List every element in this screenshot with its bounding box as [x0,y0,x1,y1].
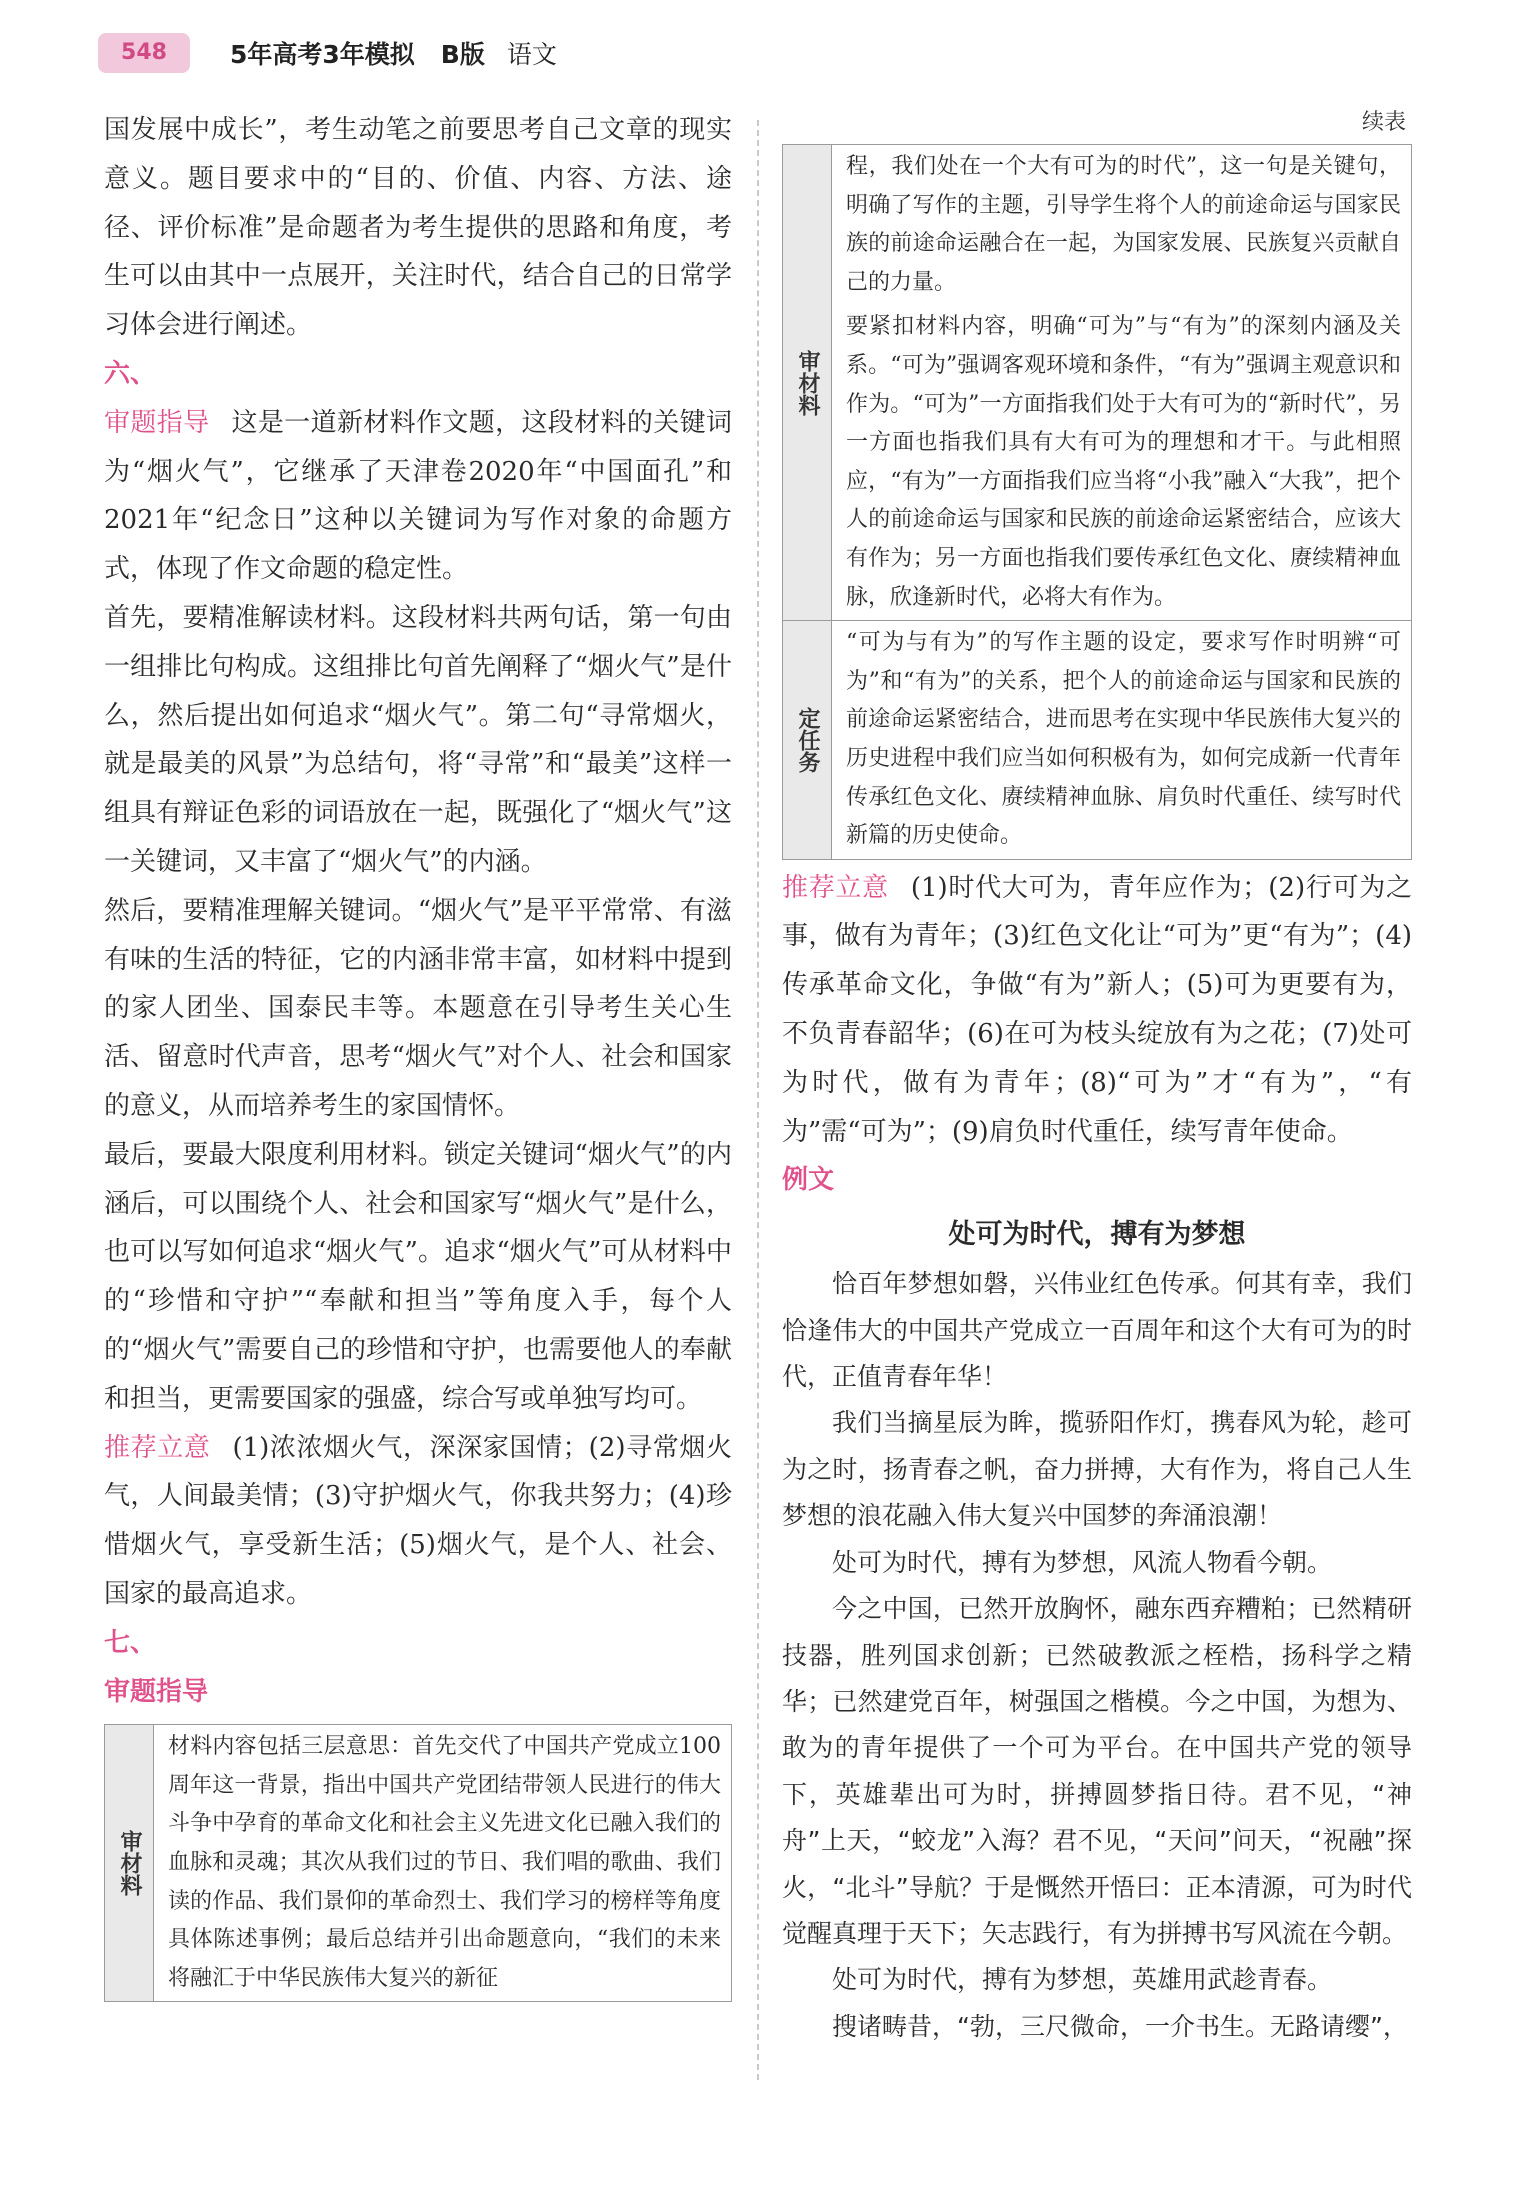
book-title: 5年高考3年模拟 [230,40,415,69]
recommendation-text: (1)时代大可为，青年应作为；(2)行可为之事，做有为青年；(3)红色文化让“可为”更“有为”；(4)传承革命文化，争做“有为”新人；(5)可为更要有为，不负青春韶华；(6)在可为枝头绽放有为之花；(7)处可为时代，做有为青年；(8)“可为”才“有为”，“有为”需“可为”；(9)肩负时代重任，续写青年使命。 [782,872,1412,1147]
analysis-table-part1 [104,1724,732,2002]
table-row [105,1725,732,2002]
book-title-line [230,35,557,71]
intro-paragraph: 国发展中成长”，考生动笔之前要思考自己文章的现实意义。题目要求中的“目的、价值、内容、方法、途径、评价标准”是命题者为考生提供的思路和角度，考生可以由其中一点展开，关注时代，结合自己的日常学习体会进行阐述。 [104,115,732,341]
page-number-badge: 548 [98,33,190,73]
section-six-para-3: 最后，要最大限度利用材料。锁定关键词“烟火气”的内涵后，可以围绕个人、社会和国家写“烟火气”是什么，也可以写如何追求“烟火气”。追求“烟火气”可从材料中的“珍惜和守护”“奉献和担当”等角度入手，每个人的“烟火气”需要自己的珍惜和守护，也需要他人的奉献和担当，更需要国家的强盛，综合写或单独写均可。 [104,1139,732,1414]
essay-paragraph: 处可为时代，搏有为梦想，风流人物看今朝。 [832,1547,1333,1577]
section-six-para-1: 首先，要精准解读材料。这段材料共两句话，第一句由一组排比句构成。这组排比句首先阐释了“烟火气”是什么，然后提出如何追求“烟火气”。第二句“寻常烟火，就是最美的风景”为总结句，将“寻常”和“最美”这样一组具有辩证色彩的词语放在一起，既强化了“烟火气”这一关键词，又丰富了“烟火气”的内涵。 [104,602,732,877]
right-column [782,106,1412,2050]
table-label-text: 审材料 [795,349,820,416]
essay-body [782,1261,1412,2050]
recommendation-text: (1)浓浓烟火气，深深家国情；(2)寻常烟火气，人间最美情；(3)守护烟火气，你我共努力；(4)珍惜烟火气，享受新生活；(5)烟火气，是个人、社会、国家的最高追求。 [104,1432,732,1609]
table-label-text: 审材料 [117,1830,142,1897]
table-continued-label: 续表 [1361,110,1406,135]
table-cell-text: 程，我们处在一个大有可为的时代”，这一句是关键句，明确了写作的主题，引导学生将个人的前途命运与国家民族的前途命运融合在一起，为国家发展、民族复兴贡献自己的力量。 [846,154,1401,295]
recommendation-label: 推荐立意 [104,1432,211,1463]
table-cell-text: 要紧扣材料内容，明确“可为”与“有为”的深刻内涵及关系。“可为”强调客观环境和条件，“有为”强调主观意识和作为。“可为”一方面指我们处于大有可为的“新时代”，另一方面也指我们具有大有可为的理想和才干。与此相照应，“有为”一方面指我们应当将“小我”融入“大我”，把个人的前途命运与国家和民族的前途命运紧密结合，应该大有作为；另一方面也指我们要传承红色文化、赓续精神血脉，欣逢新时代，必将大有作为。 [846,314,1401,610]
section-six-heading: 六、 [104,358,157,389]
essay-paragraph: 今之中国，已然开放胸怀，融东西弃糟粕；已然精研技器，胜列国求创新；已然破教派之桎梏，扬科学之精华；已然建党百年，树强国之楷模。今之中国，为想为、敢为的青年提供了一个可为平台。在中国共产党的领导下，英雄辈出可为时，拼搏圆梦指日待。君不见，“神舟”上天，“蛟龙”入海？君不见，“天问”问天，“祝融”探火，“北斗”导航？于是慨然开悟曰：正本清源，可为时代觉醒真理于天下；矢志践行，有为拼搏书写风流在今朝。 [782,1594,1412,1948]
guide-label: 审题指导 [104,407,210,438]
essay-paragraph: 我们当摘星辰为眸，揽骄阳作灯，携春风为轮，趁可为之时，扬青春之帆，奋力拼搏，大有作为，将自己人生梦想的浪花融入伟大复兴中国梦的奔涌浪潮！ [782,1408,1412,1531]
essay-paragraph: 恰百年梦想如磐，兴伟业红色传承。何其有幸，我们恰逢伟大的中国共产党成立一百周年和这个大有可为的时代，正值青春年华！ [782,1269,1412,1392]
section-six-guide [104,399,732,594]
table-row-label [105,1725,154,2002]
recommendation-label: 推荐立意 [782,872,889,903]
essay-paragraph: 处可为时代，搏有为梦想，英雄用武趁青春。 [832,1965,1333,1995]
table-row-label [783,621,832,860]
column-divider [757,120,759,2080]
table-row [783,621,1412,860]
table-cell-text: “可为与有为”的写作主题的设定，要求写作时明辨“可为”和“有为”的关系，把个人的前途命运与国家和民族的前途命运紧密结合，进而思考在实现中华民族伟大复兴的历史进程中我们应当如何积极有为，如何完成新一代青年传承红色文化、赓续精神血脉、肩负时代重任、续写时代新篇的历史使命。 [846,630,1401,849]
subject-label: 语文 [506,40,557,69]
page-header [98,28,557,78]
section-seven-heading: 七、 [104,1627,157,1658]
table-cell-text: 材料内容包括三层意思：首先交代了中国共产党成立100周年这一背景，指出中国共产党团结带领人民进行的伟大斗争中孕育的革命文化和社会主义先进文化已融入我们的血脉和灵魂；其次从我们过的节日、我们唱的歌曲、我们读的作品、我们景仰的革命烈士、我们学习的榜样等角度具体陈述事例；最后总结并引出命题意向，“我们的未来将融汇于中华民族伟大复兴的新征 [168,1734,721,1991]
table-row-label [783,145,832,621]
section-seven-recommendation [782,864,1412,1157]
essay-title: 处可为时代，搏有为梦想 [948,1219,1246,1251]
section-seven-guide-label: 审题指导 [104,1676,209,1707]
section-six-recommendation [104,1424,732,1619]
edition-label: B版 [440,40,485,69]
section-six-para-2: 然后，要精准理解关键词。“烟火气”是平平常常、有滋有味的生活的特征，它的内涵非常丰富，如材料中提到的家人团坐、国泰民丰等。本题意在引导考生关心生活、留意时代声音，思考“烟火气”对个人、社会和国家的意义，从而培养考生的家国情怀。 [104,895,732,1121]
left-column [104,106,732,2002]
table-label-text: 定任务 [795,706,820,773]
table-row-content [832,145,1412,621]
guide-text: 这是一道新材料作文题，这段材料的关键词为“烟火气”，它继承了天津卷2020年“中国面孔”和2021年“纪念日”这种以关键词为写作对象的命题方式，体现了作文命题的稳定性。 [104,407,732,585]
essay-paragraph: 搜诸畴昔，“勃，三尺微命，一介书生。无路请缨”， [832,2011,1408,2041]
example-essay-label: 例文 [782,1165,835,1196]
analysis-table-part2 [782,144,1412,860]
table-row-content [154,1725,732,2002]
table-row [783,145,1412,621]
table-row-content [832,621,1412,860]
